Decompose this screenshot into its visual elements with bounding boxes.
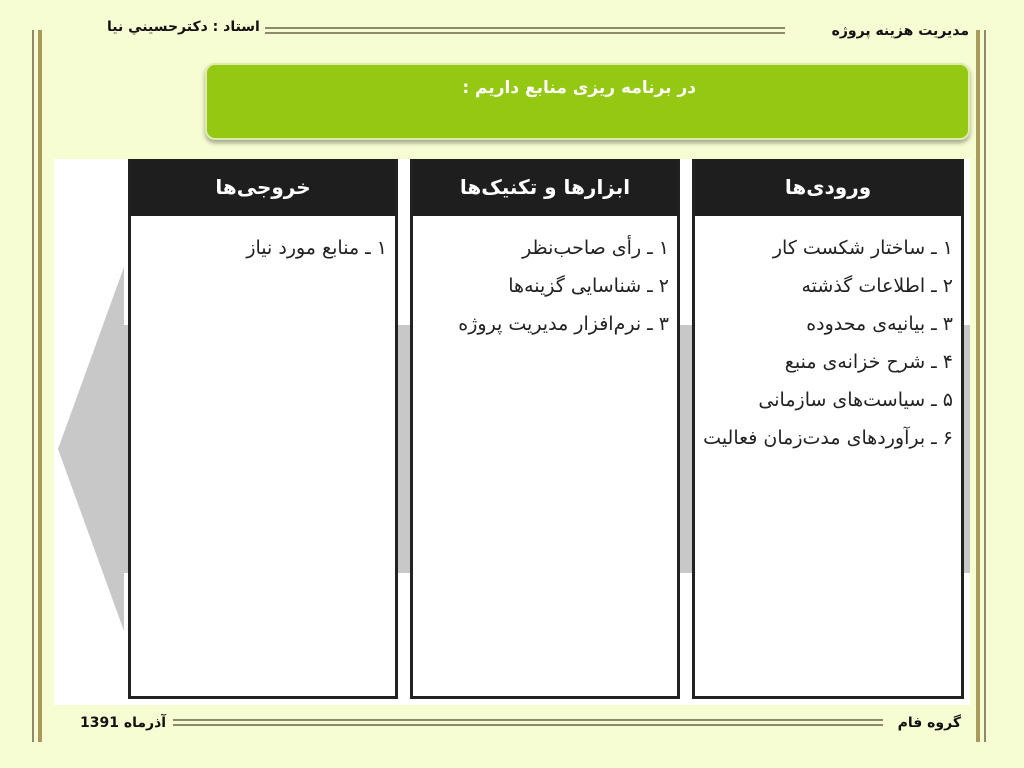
outputs-title: خروجی‌ها	[131, 159, 395, 216]
list-item: ۲ ـ اطلاعات گذشته	[801, 275, 953, 297]
inputs-list	[703, 229, 953, 457]
left-frame-bar-inner	[38, 30, 42, 742]
list-item: ۳ ـ بیانیه‌ی محدوده	[806, 313, 953, 335]
list-item: ۲ ـ شناسایی گزینه‌ها	[508, 275, 669, 297]
left-frame-bar	[32, 30, 34, 742]
inputs-box	[692, 159, 964, 699]
banner-text: در برنامه ریزی منابع داریم :	[462, 78, 696, 98]
list-item: ۶ ـ برآوردهای مدت‌زمان فعالیت	[703, 427, 953, 449]
right-frame-bar-inner	[976, 30, 980, 742]
list-item: ۱ ـ ساختار شکست کار	[772, 237, 953, 259]
output-arrow-icon	[54, 159, 134, 705]
header-rule-2	[265, 32, 785, 34]
resource-planning-diagram	[54, 159, 970, 705]
instructor-label: استاد : دکترحسيني نيا	[107, 19, 260, 35]
list-item: ۱ ـ منابع مورد نیاز	[246, 237, 387, 259]
footer-date: آذرماه 1391	[80, 715, 167, 731]
right-frame-bar	[984, 30, 986, 742]
tools-title: ابزارها و تکنیک‌ها	[413, 159, 677, 216]
tools-list	[458, 229, 669, 343]
header-rule	[265, 27, 785, 29]
tools-box	[410, 159, 680, 699]
title-banner	[205, 63, 970, 140]
inputs-title: ورودی‌ها	[695, 159, 961, 216]
list-item: ۵ ـ سیاست‌های سازمانی	[758, 389, 953, 411]
footer-group: گروه فام	[897, 715, 961, 731]
list-item: ۳ ـ نرم‌افزار مدیریت پروژه	[458, 313, 669, 335]
list-item: ۴ ـ شرح خزانه‌ی منبع	[784, 351, 953, 373]
footer-rule	[173, 719, 883, 721]
list-item: ۱ ـ رأی صاحب‌نظر	[522, 237, 669, 259]
outputs-box	[128, 159, 398, 699]
outputs-list	[246, 229, 387, 267]
footer-rule-2	[173, 724, 883, 726]
course-title: مدیریت هزینه پروژه	[831, 23, 969, 39]
